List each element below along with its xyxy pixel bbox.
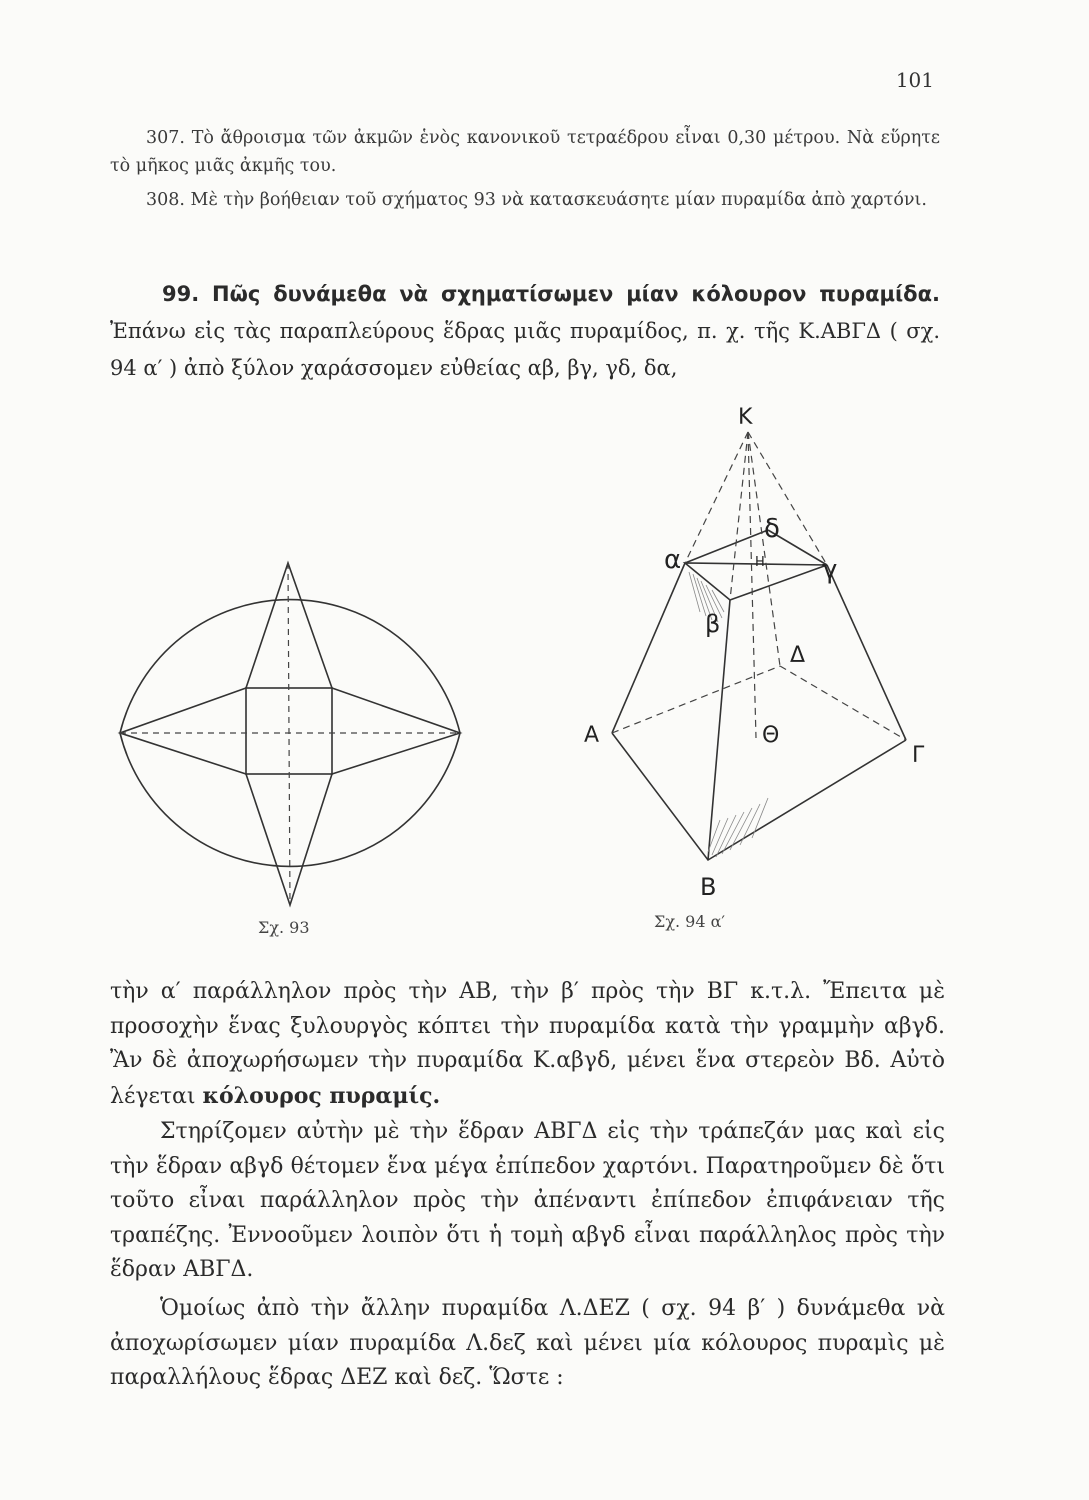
fig93-top-face	[246, 563, 332, 688]
paragraph-2-text: Στηρίζομεν αὐτὴν μὲ τὴν ἕδραν ΑΒΓΔ εἰς τὴν τράπεζάν μας καὶ εἰς τὴν ἕδραν αβγδ θέτομεν ἕνα μέγα ἐπίπεδον χαρτόνι. Παρατηροῦμεν δὲ ὅτι τοῦτο εἶναι παράλληλον πρὸς τὴν ἀπέναντι ἐπίπεδον ἐπιφάνειαν τῆς τραπέζης. Ἐννοοῦμεν λοιπὸν ὅτι ἡ τομὴ αβγδ εἶναι παράλληλος πρὸς τὴν ἕδραν ΑΒΓΔ.	[110, 1119, 945, 1282]
paragraph-2	[110, 1115, 945, 1288]
fig94-label-b: β	[705, 610, 721, 638]
figure-93	[100, 550, 500, 950]
fig94-edge-ka-lower	[612, 563, 685, 733]
fig93-upper-arc	[120, 600, 460, 733]
fig94-edge-ka-upper	[685, 432, 748, 563]
fig94-caption: Σχ. 94 α′	[654, 912, 726, 931]
fig94-label-Th: Θ	[762, 723, 780, 748]
fig94-base-dg	[780, 666, 906, 740]
section-title: 99. Πῶς δυνάμεθα νὰ σχηματίσωμεν μίαν κόλουρον πυραμίδα.	[162, 282, 940, 306]
fig94-label-D: Δ	[790, 643, 806, 668]
fig93-bottom-face	[246, 774, 332, 905]
fig94-label-B: Β	[700, 873, 717, 901]
fig93-lower-arc	[120, 733, 460, 866]
fig94-label-d: δ	[764, 514, 780, 544]
figure-94a	[570, 395, 950, 905]
fig93-right-face	[332, 688, 460, 774]
section-99	[110, 276, 940, 387]
fig94-label-g: γ	[822, 555, 838, 585]
exercise-308-text: 308. Μὲ τὴν βοήθειαν τοῦ σχήματος 93 νὰ κατασκευάσητε μίαν πυραμίδα ἀπὸ χαρτόνι.	[146, 190, 927, 210]
exercise-307	[110, 124, 940, 180]
exercise-307-text: 307. Τὸ ἄθροισμα τῶν ἀκμῶν ἑνὸς κανονικοῦ τετραέδρου εἶναι 0,30 μέτρου. Νὰ εὕρητε τὸ μῆκος μιᾶς ἀκμῆς του.	[110, 128, 940, 176]
fig93-left-face	[120, 688, 246, 774]
fig94-label-K: Κ	[738, 405, 753, 430]
page-number: 101	[895, 68, 934, 92]
fig94-edge-kb-upper	[730, 432, 748, 600]
paragraph-1-text: τὴν α′ παράλληλον πρὸς τὴν ΑΒ, τὴν β′ πρὸς τὴν ΒΓ κ.τ.λ. Ἔπειτα μὲ προσοχὴν ἕνας ξυλουργὸς κόπτει τὴν πυραμίδα κατὰ τὴν γραμμὴν αβγδ. Ἂν δὲ ἀποχωρήσωμεν τὴν πυραμίδα Κ.αβγδ, μένει ἕνα στερεὸν Βδ. Αὐτὸ λέγεται	[110, 979, 945, 1109]
fig94-base-visible	[612, 733, 906, 860]
fig94-height-kth	[748, 432, 756, 738]
paragraph-1-term: κόλουρος πυραμίς.	[202, 1082, 441, 1109]
fig94-label-A: Α	[584, 723, 600, 748]
fig94-label-G: Γ	[912, 743, 925, 768]
paragraph-3-text: Ὁμοίως ἀπὸ τὴν ἄλλην πυραμίδα Λ.ΔΕΖ ( σχ. 94 β′ ) δυνάμεθα νὰ ἀποχωρίσωμεν μίαν πυραμίδα Λ.δεζ καὶ μένει μία κόλουρος πυραμὶς μὲ παραλλήλους ἕδρας ΔΕΖ καὶ δεζ. Ὥστε :	[110, 1296, 945, 1390]
fig94-edge-kg-lower	[827, 565, 906, 740]
fig94-edge-kg-upper	[748, 432, 827, 565]
fig93-vertical-dash	[288, 563, 290, 905]
fig93-caption: Σχ. 93	[258, 918, 310, 937]
paragraph-3	[110, 1292, 945, 1396]
paragraph-1	[110, 975, 945, 1114]
exercise-308	[110, 186, 940, 214]
fig94-label-a: α	[664, 545, 682, 575]
section-text: Ἐπάνω εἰς τὰς παραπλεύρους ἕδρας μιᾶς πυραμίδος, π. χ. τῆς Κ.ΑΒΓΔ ( σχ. 94 α′ ) ἀπὸ ξύλον χαράσσομεν εὐθείας αβ, βγ, γδ, δα,	[110, 319, 940, 380]
fig94-label-H: Η	[755, 555, 765, 570]
